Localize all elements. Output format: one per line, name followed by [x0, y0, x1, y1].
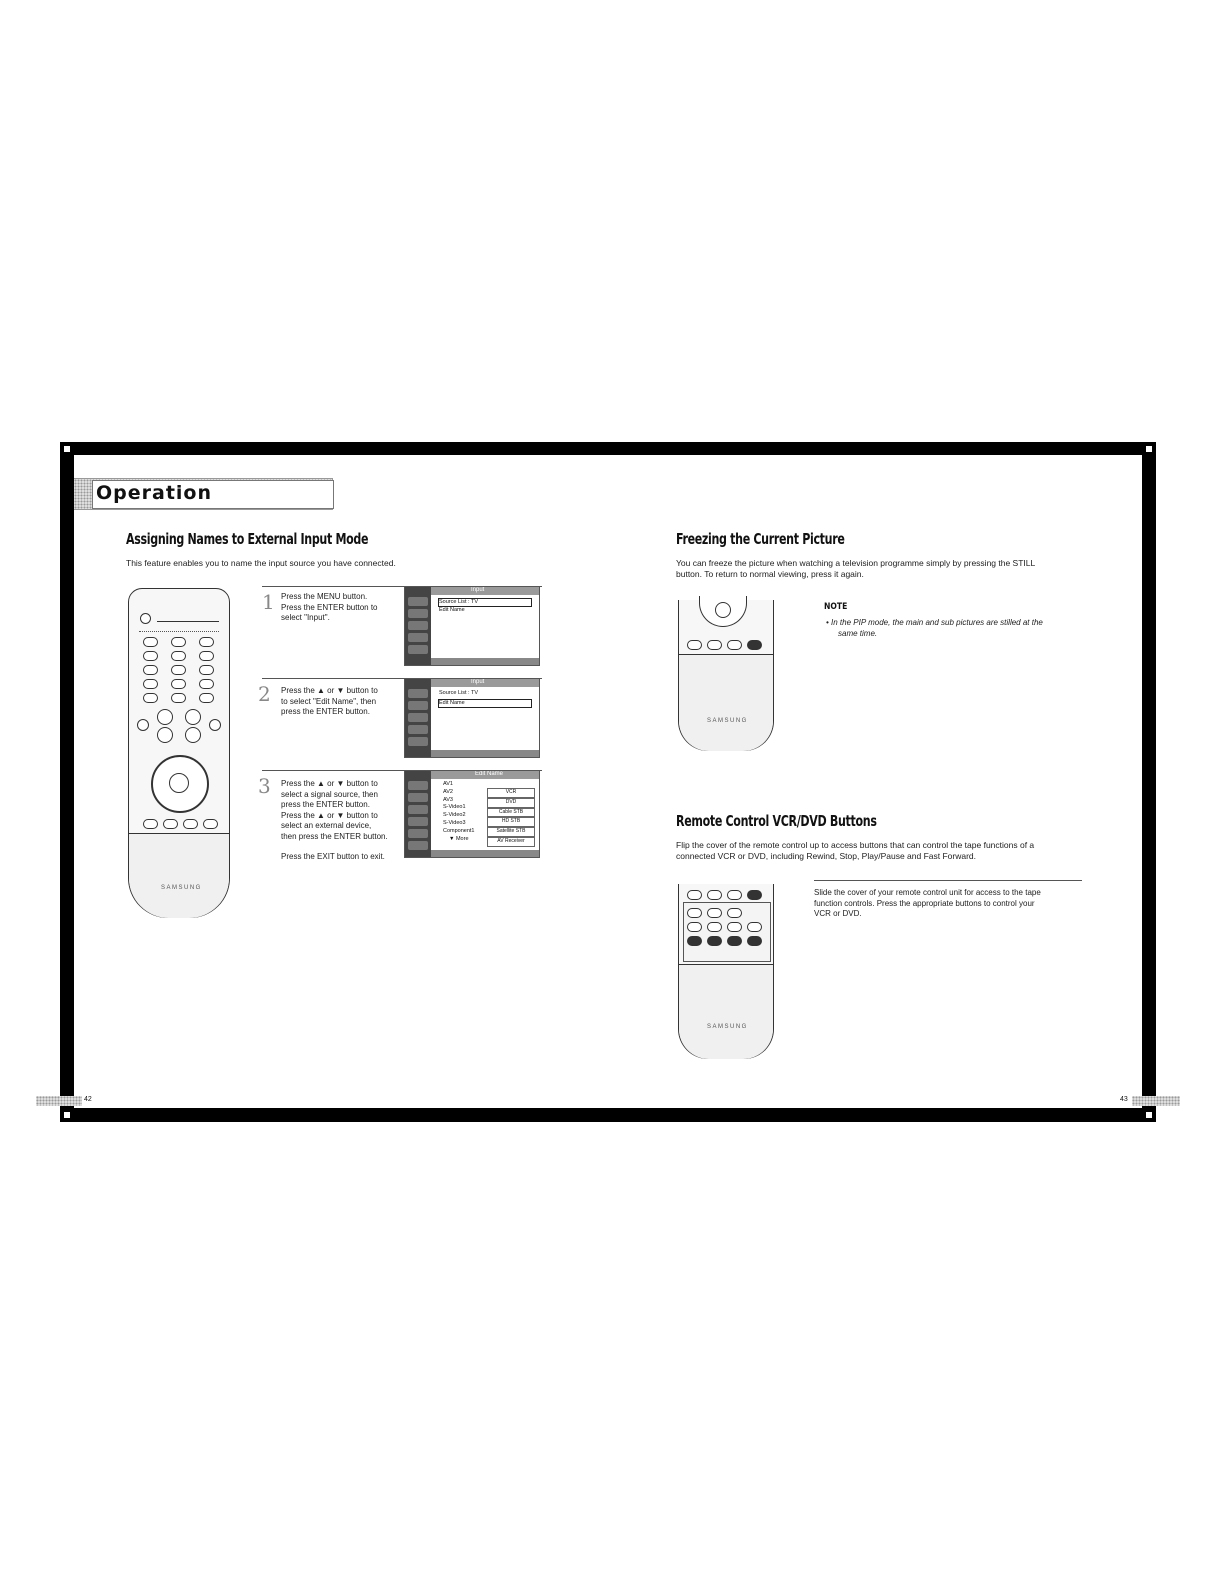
freeze-heading: Freezing the Current Picture [676, 530, 845, 548]
freeze-body: You can freeze the picture when watching a television programme simply by pressing the STILL button. To return to normal viewing, press it again. [676, 558, 1036, 579]
osd-screen-edit-name [404, 678, 540, 758]
page-number-right: 43 [1120, 1096, 1128, 1103]
num-3-button [199, 651, 214, 661]
left-frame-bar [60, 442, 74, 1122]
osd-screen-device-list [404, 770, 540, 858]
top-frame-bar [60, 442, 1156, 455]
rewind-button [687, 936, 702, 946]
source-list: AV1 AV2 AV3 S-Video1 S-Video2 S-Video3 Component1 ▼ More [443, 781, 475, 842]
remote-vcr-illustration [678, 884, 774, 1059]
mode-selector [157, 615, 219, 622]
vcr-heading: Remote Control VCR/DVD Buttons [676, 812, 877, 830]
osd-row: Edit Name [438, 699, 532, 708]
slide-cover [679, 964, 773, 1059]
corner-marker [64, 1112, 70, 1118]
osd-row: Edit Name [439, 607, 465, 613]
num-6-button [199, 665, 214, 675]
osd-row: Source List : TV [438, 598, 532, 607]
osd-screen-input [404, 586, 540, 666]
step-3-text: Press the ▲ or ▼ button to select a signal source, then press the ENTER button. Press the ▲ or ▼ button to select an external device, then press the ENTER button. Press the EXIT button to exit. [281, 779, 388, 861]
pip-button [707, 640, 722, 650]
slide-cover [679, 654, 773, 751]
osd-title: Input [471, 587, 485, 593]
source-button [143, 637, 158, 647]
num-0-button [171, 693, 186, 703]
osd-title: Input [471, 679, 485, 685]
remote-brand: SAMSUNG [707, 718, 748, 724]
vmode-button [199, 637, 214, 647]
srs-button [203, 819, 218, 829]
remote-control-illustration [128, 588, 230, 918]
mts-button [727, 640, 742, 650]
pip-button [163, 819, 178, 829]
swap-button [727, 922, 742, 932]
corner-marker [64, 446, 70, 452]
step-number: 2 [258, 682, 271, 706]
vol-up-button [157, 709, 173, 725]
vol-down-button [157, 727, 173, 743]
num-8-button [171, 679, 186, 689]
set-button [707, 922, 722, 932]
remote-still-illustration [678, 600, 774, 751]
step-number: 1 [262, 590, 275, 614]
pmode-button [707, 908, 722, 918]
remote-brand: SAMSUNG [161, 885, 202, 891]
page-tab-right [1132, 1096, 1180, 1106]
num-4-button [143, 665, 158, 675]
note-title: NOTE [824, 602, 848, 612]
num-7-button [143, 679, 158, 689]
page-number-left: 42 [84, 1096, 92, 1103]
still-button [143, 819, 158, 829]
ch-up-button [185, 709, 201, 725]
pmode-button [171, 637, 186, 647]
pip-on-button [687, 922, 702, 932]
osd-title: Edit Name [475, 771, 504, 777]
num-1-button [143, 651, 158, 661]
still-button [687, 640, 702, 650]
ch-down-button [185, 727, 201, 743]
corner-marker [1146, 1112, 1152, 1118]
sleep-button [687, 908, 702, 918]
enter-button [715, 602, 731, 618]
section-title: Operation [96, 482, 213, 504]
page-tab-left [36, 1096, 82, 1106]
mts-button [183, 819, 198, 829]
pip-button [707, 890, 722, 900]
device-list: VCR DVD Cable STB HD STB Satellite STB AV Receiver [487, 788, 535, 847]
srs-button [747, 890, 762, 900]
divider [139, 631, 219, 636]
step-2-text: Press the ▲ or ▼ button to to select "Edit Name", then press the ENTER button. [281, 686, 378, 716]
favch-icon [209, 719, 221, 731]
bottom-frame-bar [60, 1108, 1156, 1122]
fast-forward-button [747, 936, 762, 946]
vcr-divider [814, 880, 1082, 882]
minus-button [143, 693, 158, 703]
mute-icon [137, 719, 149, 731]
slide-cover [129, 833, 229, 918]
step-1-text: Press the MENU button. Press the ENTER button to select "Input". [281, 592, 378, 622]
num-2-button [171, 651, 186, 661]
play-pause-button [727, 936, 742, 946]
note-text: • In the PIP mode, the main and sub pictures are stilled at the same time. [826, 618, 1043, 638]
num-9-button [199, 679, 214, 689]
right-frame-bar [1142, 442, 1156, 1122]
vcr-body: Flip the cover of the remote control up to access buttons that can control the tape functions of a connected VCR or DVD, including Rewind, Stop, Play/Pause and Fast Forward. [676, 840, 1035, 861]
power-icon [140, 613, 151, 624]
still-button [687, 890, 702, 900]
num-5-button [171, 665, 186, 675]
vcr-side-text: Slide the cover of your remote control unit for access to the tape function controls. Press the appropriate buttons to control your VCR or DVD. [814, 888, 1041, 918]
osd-row: Source List : TV [439, 690, 479, 696]
corner-marker [1146, 446, 1152, 452]
srs-button [747, 640, 762, 650]
mts-button [727, 890, 742, 900]
prech-button [199, 693, 214, 703]
left-intro: This feature enables you to name the input source you have connected. [126, 558, 396, 568]
remote-brand: SAMSUNG [707, 1024, 748, 1030]
step-number: 3 [258, 774, 271, 798]
left-heading: Assigning Names to External Input Mode [126, 530, 369, 548]
stop-button [707, 936, 722, 946]
smode-button [727, 908, 742, 918]
ch-button [747, 922, 762, 932]
enter-button [169, 773, 189, 793]
